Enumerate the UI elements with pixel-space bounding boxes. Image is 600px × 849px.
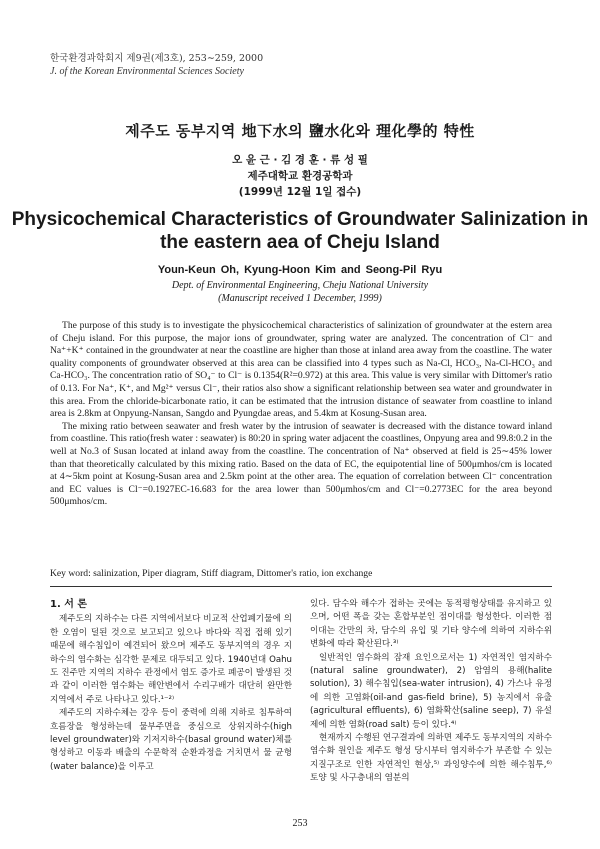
korean-authors: 오 윤 근 · 김 경 훈 · 류 성 필 (232, 154, 368, 166)
body-paragraph: 제주도의 지하수는 다른 지역에서보다 비교적 산업폐기물에 의한 오염이 덜된 것으로 보고되고 있으나 바다와 직접 접해 있기 때문에 해수침입이 예견되어 왔으며 제주도 동부지역의 경우 지하수의 염수화는 심각한 문제로 대두되고 있다. 1940년대 Oahu도 진주만 지역의 지하수 관정에서 염도 증가로 폐공이 발생된 것과 같이 이러한 염수화는 해안변에서 수리구배가 대단히 완만한 지역에서 주로 나타나고 있다.¹⁻²⁾ (50, 614, 292, 705)
korean-received-date: (1999년 12월 1일 접수) (238, 186, 362, 198)
section-divider (50, 586, 552, 587)
abstract-paragraph-1: The purpose of this study is to investigate the physicochemical characteristics of salinization of groundwater at the estern area of Cheju island. For this purpose, the major ions of groundwater, spring water are analyzed. The concentration of Cl⁻ and Na⁺+K⁺ contained in the groundwater at near the coastline are higher than those at inland area away from the coastline. The water quality components of groundwater observed at this area can be classified into 4 types such as Na-Cl, HCO₃, Na-Cl-HCO₃ and Ca-HCO₃. The concentration ratio of SO₄⁻ to Cl⁻ is 0.1354(R²=0.972) at this area. This value is very similar with Dittomer's ratio of 0.13. For Na⁺, K⁺, and Mg²⁺ versus Cl⁻, their ratios also show a significant relationship between sea water and groundwater in this area. From the chloride-bicarbonate ratio, it can be estimated that the intrusion distance of seawater from coastline to inland area is 2.8km at Onpyung-Nansan, Sangdo and Pyungdae areas, and 5.4km at Kosung-Susan area. (50, 320, 552, 420)
body-right-column (310, 598, 552, 786)
body-paragraph: 현재까지 수행된 연구결과에 의하면 제주도 동부지역의 지하수 염수화 원인을 제주도 형성 당시부터 염지하수가 부존할 수 있는 지질구조로 인한 자연적인 현상,⁵⁾ 과잉양수에 의한 해수침투,⁶⁾ 토양 및 사구층내의 염분의 (310, 733, 552, 784)
body-left-column (50, 598, 292, 774)
korean-title: 제주도 동부지역 地下水의 鹽水化와 理化學的 特性 (125, 122, 475, 140)
journal-header (50, 52, 263, 78)
body-paragraph: 있다. 담수와 해수가 접하는 곳에는 동적평형상태를 유지하고 있으며, 어떤 폭을 갖는 혼합부분인 점이대를 형성한다. 이러한 점이대는 간만의 차, 담수의 유입 및 기타 양수에 의하여 지하수위 변화에 따라 확산된다.³⁾ (310, 599, 552, 650)
body-paragraph: 제주도의 지하수체는 강우 등이 중력에 의해 지하로 침투하여 흐름장을 형성하는데 물부주면을 중심으로 상위지하수(high level groundwater)와 기저지하수(basal ground water)체를 형성하고 이동과 배출의 수문학적 순환과정을 거치면서 물 균형(water balance)을 이루고 (50, 708, 292, 772)
english-received-date: (Manuscript received 1 December, 1999) (218, 293, 382, 304)
english-title-line1: Physicochemical Characteristics of Groundwater Salinization in (11, 209, 589, 230)
page-number: 253 (292, 818, 308, 829)
journal-name: J. of the Korean Environmental Sciences Society (50, 66, 244, 77)
english-affiliation-block (0, 279, 600, 305)
section-heading-introduction: 1. 서 론 (50, 599, 88, 610)
english-affiliation: Dept. of Environmental Engineering, Cheju National University (171, 280, 429, 291)
abstract-paragraph-2: The mixing ratio between seawater and fresh water by the intrusion of seawater is decreased with the distance toward inland from coastline. This ratio(fresh water : seawater) is 80:20 in spring water adjacent the coastlines, Onpyung area and 99.8:0.2 in the well at No.3 of Susan located at inland away from the coastline. The concentration of Na⁺ observed at field is 25∼45% lower than that theoretically calculated by this mixing ratio. Based on the data of EC, the equipotential line of 500μmhos/cm is located at 4∼5km point at Kosung-Susan area and 2.5km point at the other area. The equation of correlation between Cl⁻ concentration and EC values is Cl⁻=0.1927EC-16.683 for the area lower than 500μmhos/cm and Cl⁻=0.2773EC for the area beyond 500μmhos/cm. (50, 420, 552, 508)
abstract (50, 320, 552, 509)
korean-affiliation: 제주대학교 환경공학과 (247, 170, 353, 182)
keywords: Key word: salinization, Piper diagram, Stiff diagram, Dittomer's ratio, ion exchange (50, 568, 373, 579)
body-paragraph: 일반적인 염수화의 잠재 요인으로서는 1) 자연적인 염지하수(natural saline groundwater), 2) 암염의 용해(halite solution), 3) 해수침입(sea-water intrusion), 4) 가스나 유정에 의한 고염화(oil-and gas-field brine), 5) 농지에서 유출(agricultural effluents), 6) 염화확산(saline seep), 7) 유설제에 의한 염화(road salt) 등이 있다.⁴⁾ (310, 652, 552, 730)
journal-citation: 한국환경과학회지 제9권(제3호), 253∼259, 2000 (50, 53, 264, 64)
english-title-line2: the eastern aea of Cheju Island (160, 232, 440, 253)
english-title (0, 208, 600, 254)
english-authors: Youn-Keun Oh, Kyung-Hoon Kim and Seong-Pil Ryu (157, 264, 443, 276)
korean-author-block (0, 152, 600, 200)
